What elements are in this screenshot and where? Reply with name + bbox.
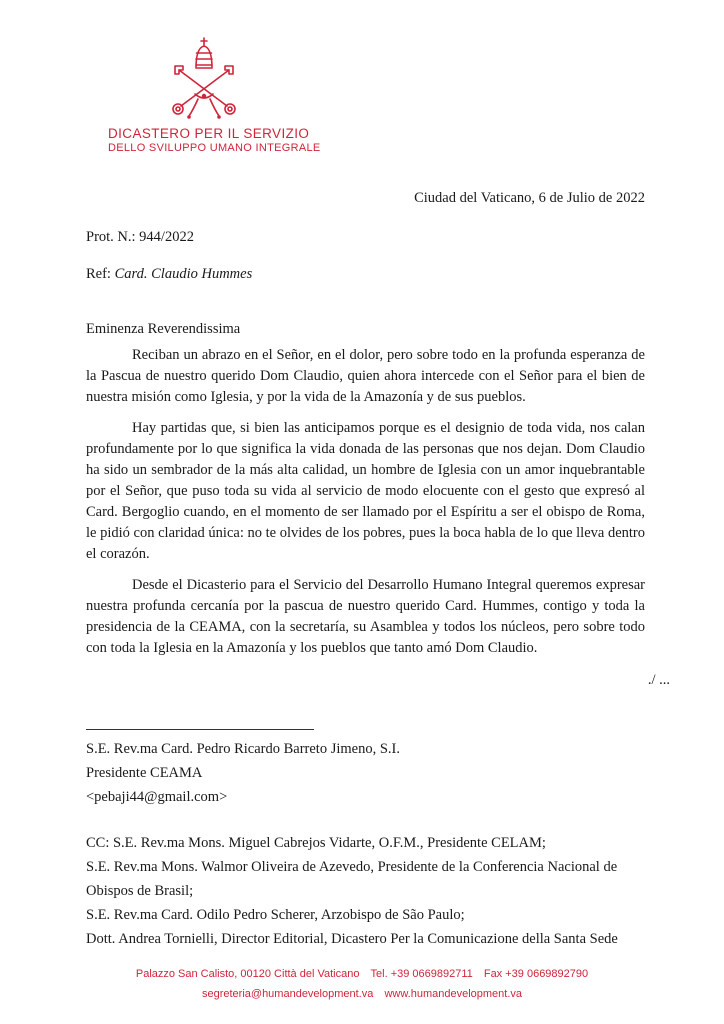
reference-label: Ref: [86, 266, 115, 282]
reference [86, 266, 252, 283]
footer-tel: Tel. +39 0669892711 [370, 968, 473, 980]
footer-email[interactable]: segreteria@humandevelopment.va [201, 988, 374, 1000]
footer-website[interactable]: www.humandevelopment.va [384, 988, 523, 1000]
signatory-name: S.E. Rev.ma Card. Pedro Ricardo Barreto Jimeno, S.I. [86, 741, 400, 757]
cc-line: Dott. Andrea Tornielli, Director Editorial, Dicastero Per la Comunicazione della Santa Sede [86, 931, 618, 947]
protocol-number: Prot. N.: 944/2022 [86, 229, 194, 245]
org-line-1: DICASTERO PER IL SERVIZIO [108, 126, 310, 141]
paragraph: Reciban un abrazo en el Señor, en el dolor, pero sobre todo en la profunda esperanza de la Pascua de nuestro querido Dom Claudio, quien ahora intercede con el Señor para el bien de nuestra misión como Iglesia, y por la vida de la Amazonía y de sus pueblos. [86, 347, 645, 405]
salutation: Eminenza Reverendissima [86, 321, 241, 337]
cc-line: Obispos de Brasil; [86, 883, 194, 899]
footer-address: Palazzo San Calisto, 00120 Città del Vaticano [135, 968, 360, 980]
signature-rule [86, 729, 314, 730]
continuation-mark: ./ ... [647, 672, 670, 688]
footer-contact [0, 968, 724, 980]
cc-list [86, 831, 646, 951]
cc-line: S.E. Rev.ma Card. Odilo Pedro Scherer, Arzobispo de São Paulo; [86, 907, 465, 923]
signatory-title: Presidente CEAMA [86, 765, 203, 781]
cc-line: S.E. Rev.ma Mons. Walmor Oliveira de Azevedo, Presidente de la Conferencia Nacional de [86, 859, 618, 875]
signatory-email: <pebaji44@gmail.com> [86, 789, 228, 805]
reference-value: Card. Claudio Hummes [114, 266, 253, 282]
org-line-2: DELLO SVILUPPO UMANO INTEGRALE [108, 141, 321, 154]
cc-line: CC: S.E. Rev.ma Mons. Miguel Cabrejos Vidarte, O.F.M., Presidente CELAM; [86, 835, 546, 851]
paragraph: Desde el Dicasterio para el Servicio del Desarrollo Humano Integral queremos expresar nuestra profunda cercanía por la pascua de nuestro querido Card. Hummes, contigo y toda la presidencia de la CEAMA, con la secretaría, su Asamblea y todos los núcleos, pero sobre todo con toda la Iglesia en la Amazonía y los pueblos que tanto amó Dom Claudio. [86, 577, 645, 656]
footer-web [0, 988, 724, 1000]
dateline: Ciudad del Vaticano, 6 de Julio de 2022 [414, 190, 645, 206]
footer-fax: Fax +39 0669892790 [483, 968, 589, 980]
dicastery-name [108, 126, 321, 154]
letter-body [86, 345, 645, 669]
papal-keys-tiara-icon [165, 36, 243, 122]
signature-block [86, 737, 400, 809]
paragraph: Hay partidas que, si bien las anticipamos porque es el designio de toda vida, nos calan profundamente por lo que significa la vida donada de las personas que nos dejan. Dom Claudio ha sido un sembrador de la más alta calidad, un hombre de Iglesia con un amor inquebrantable por el Señor, que puso toda su vida al servicio de modo elocuente con el gesto que expresó al Card. Bergoglio cuando, en el momento de ser llamado por el Espíritu a ser el obispo de Roma, le pidió con claridad única: no te olvides de los pobres, pues la boca habla de lo que lleva dentro el corazón. [86, 420, 645, 562]
